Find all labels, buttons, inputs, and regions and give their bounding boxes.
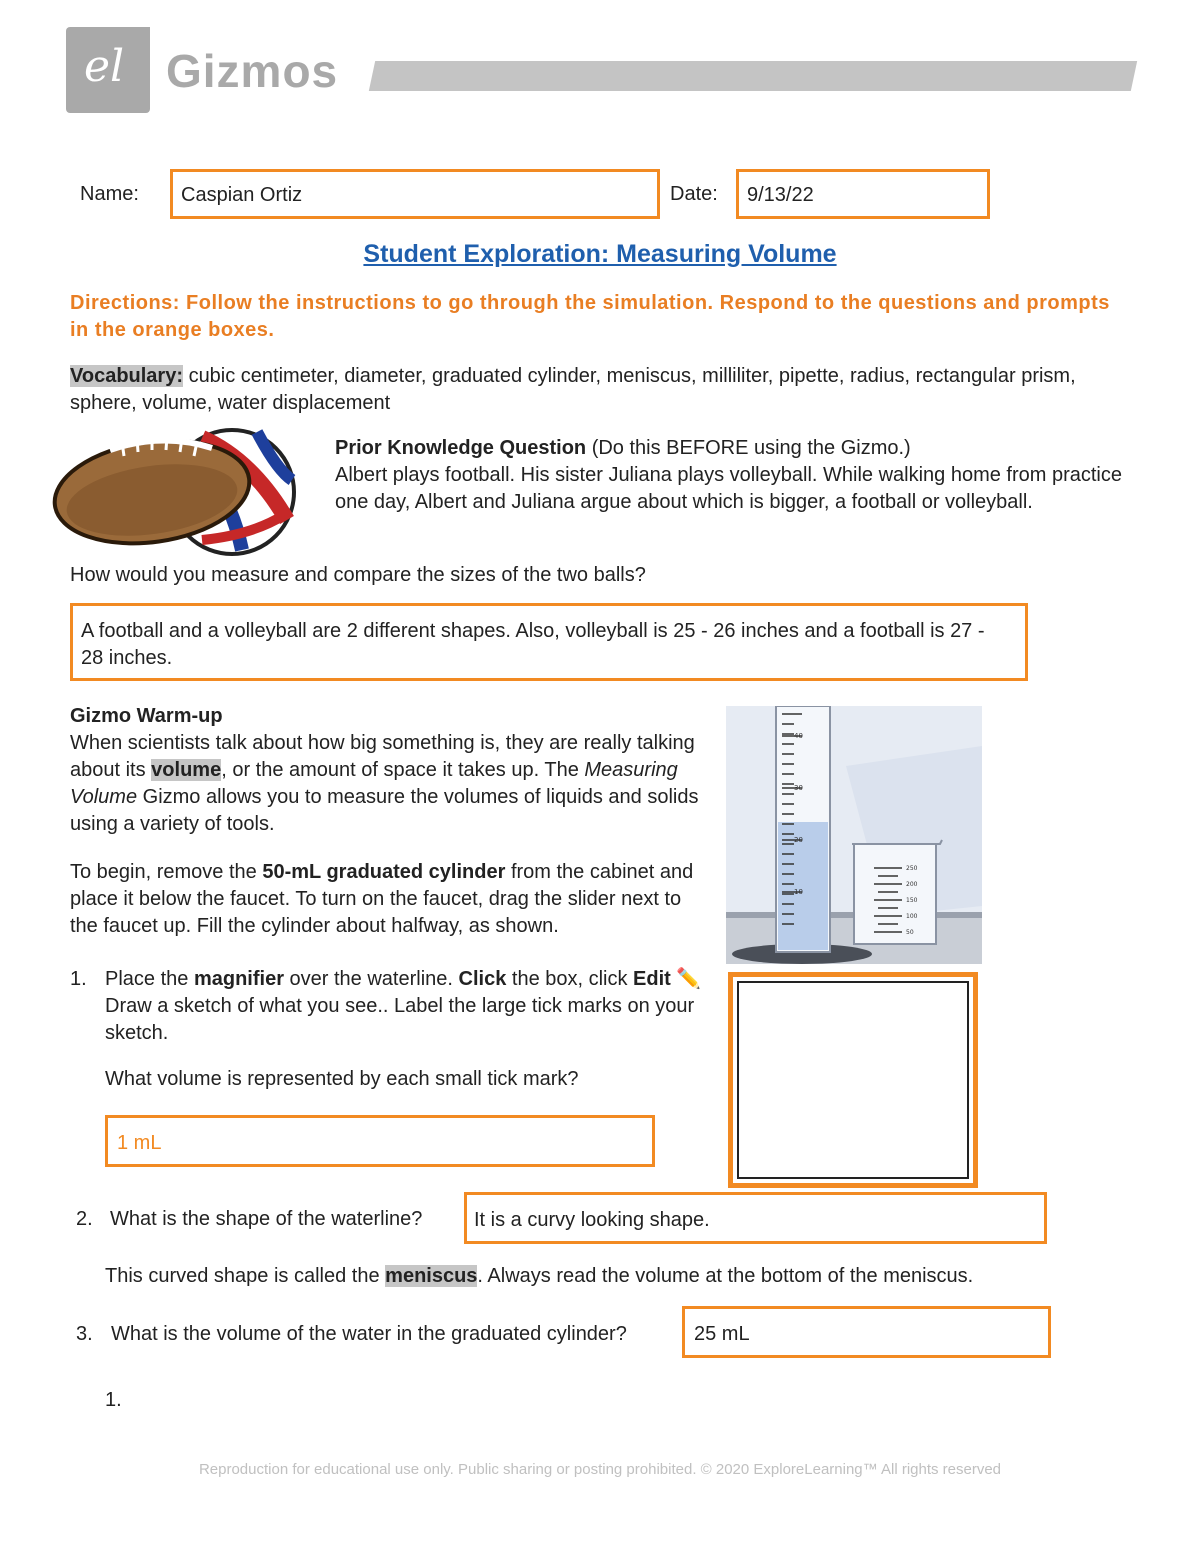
prior-knowledge-answer: A football and a volleyball are 2 different shapes. Also, volleyball is 25 - 26 inches and a football is 27 - 28 inches. <box>81 620 985 669</box>
cylinder-label: 30 <box>794 784 803 792</box>
q1-text-part: Draw a sketch of what you see.. Label the large tick marks on your sketch. <box>105 995 695 1044</box>
vocabulary <box>70 363 1130 417</box>
warmup-text: from the cabinet and place it below the faucet. To turn on the faucet, drag the slider next to the faucet up. Fill the cylinder about halfway, as shown. <box>70 861 694 937</box>
cylinder-label: 10 <box>794 888 803 896</box>
warmup-text: When scientists talk about how big something is, they are really talking about its <box>70 732 695 781</box>
q2-answer-box[interactable] <box>464 1192 1047 1244</box>
q3-answer-box[interactable] <box>682 1306 1051 1358</box>
date-value: 9/13/22 <box>747 184 814 206</box>
warmup-instructions <box>70 859 710 940</box>
beaker-label: 250 <box>906 865 918 872</box>
q3-number: 3. <box>76 1323 93 1345</box>
q1-text <box>105 966 705 1047</box>
volume-term: volume <box>151 759 222 781</box>
magnifier-term: magnifier <box>193 968 284 990</box>
q3-answer: 25 mL <box>694 1323 750 1345</box>
q1-answer-box[interactable] <box>105 1115 655 1167</box>
prior-knowledge <box>335 435 1125 516</box>
q2-answer: It is a curvy looking shape. <box>474 1209 710 1231</box>
q1-text-part: the box, click <box>506 968 634 990</box>
directions: Directions: Follow the instructions to go through the simulation. Respond to the questions and prompts in the orange boxes. <box>70 292 1110 341</box>
edit-term: Edit <box>633 968 671 990</box>
el-logo-mark: el <box>84 41 125 92</box>
gizmo-name: Measuring Volume <box>70 759 678 808</box>
warmup-text: , or the amount of space it takes up. The <box>221 759 585 781</box>
beaker-label: 50 <box>906 929 914 936</box>
meniscus-text: This curved shape is called the <box>105 1265 386 1287</box>
beaker-label: 200 <box>906 881 918 888</box>
sketch-box[interactable] <box>728 972 978 1188</box>
q1-text-part: over the waterline. <box>283 968 459 990</box>
beaker-label: 150 <box>906 897 918 904</box>
trailing-list-number: 1. <box>105 1389 122 1411</box>
header-bar <box>369 61 1137 91</box>
cylinder-label: 20 <box>794 836 803 844</box>
beaker-label: 100 <box>906 913 918 920</box>
q1-text-part: Place the <box>105 968 194 990</box>
meniscus-term: meniscus <box>385 1265 478 1287</box>
cylinder-label: 40 <box>794 732 803 740</box>
click-term: Click <box>458 968 507 990</box>
prior-knowledge-note: (Do this BEFORE using the Gizmo.) <box>591 437 911 459</box>
sketch-canvas[interactable] <box>737 981 969 1179</box>
name-field[interactable] <box>170 169 660 219</box>
explorelearning-logo <box>66 27 150 113</box>
graduated-cylinder-image <box>726 706 982 964</box>
q1-number: 1. <box>70 968 87 990</box>
warmup-text: To begin, remove the <box>70 861 263 883</box>
date-field[interactable] <box>736 169 990 219</box>
brand-name: Gizmos <box>166 45 339 97</box>
pencil-icon: ✏️ <box>676 968 702 990</box>
q3-question: What is the volume of the water in the graduated cylinder? <box>111 1323 627 1345</box>
warmup-heading: Gizmo Warm-up <box>70 705 223 727</box>
football-volleyball-image <box>52 420 312 560</box>
meniscus-text: . Always read the volume at the bottom of the meniscus. <box>477 1265 974 1287</box>
vocabulary-terms: cubic centimeter, diameter, graduated cylinder, meniscus, milliliter, pipette, radius, rectangular prism, sphere, volume, water displacement <box>70 365 1076 414</box>
q1-answer: 1 mL <box>117 1132 162 1154</box>
q2-number: 2. <box>76 1208 93 1230</box>
footer-copyright: Reproduction for educational use only. Public sharing or posting prohibited. © 2020 ExploreLearning™ All rights reserved <box>198 1461 1002 1478</box>
q1-sub-question: What volume is represented by each small tick mark? <box>105 1068 579 1090</box>
name-value: Caspian Ortiz <box>181 184 303 206</box>
prior-knowledge-text: Albert plays football. His sister Juliana plays volleyball. While walking home from practice one day, Albert and Juliana argue about which is bigger, a football or volleyball. <box>335 464 1122 513</box>
warmup-section <box>70 703 710 838</box>
vocabulary-label: Vocabulary: <box>70 365 183 387</box>
meniscus-note <box>105 1263 1105 1290</box>
name-label: Name: <box>80 183 139 205</box>
cylinder-term: 50-mL graduated cylinder <box>262 861 506 883</box>
warmup-text: Gizmo allows you to measure the volumes of liquids and solids using a variety of tools. <box>70 786 699 835</box>
prior-knowledge-question: How would you measure and compare the sizes of the two balls? <box>70 564 646 586</box>
prior-knowledge-answer-box[interactable] <box>70 603 1028 681</box>
prior-knowledge-heading: Prior Knowledge Question <box>335 437 587 459</box>
page-title: Student Exploration: Measuring Volume <box>363 240 837 268</box>
date-label: Date: <box>670 183 718 205</box>
q2-question: What is the shape of the waterline? <box>110 1208 423 1230</box>
